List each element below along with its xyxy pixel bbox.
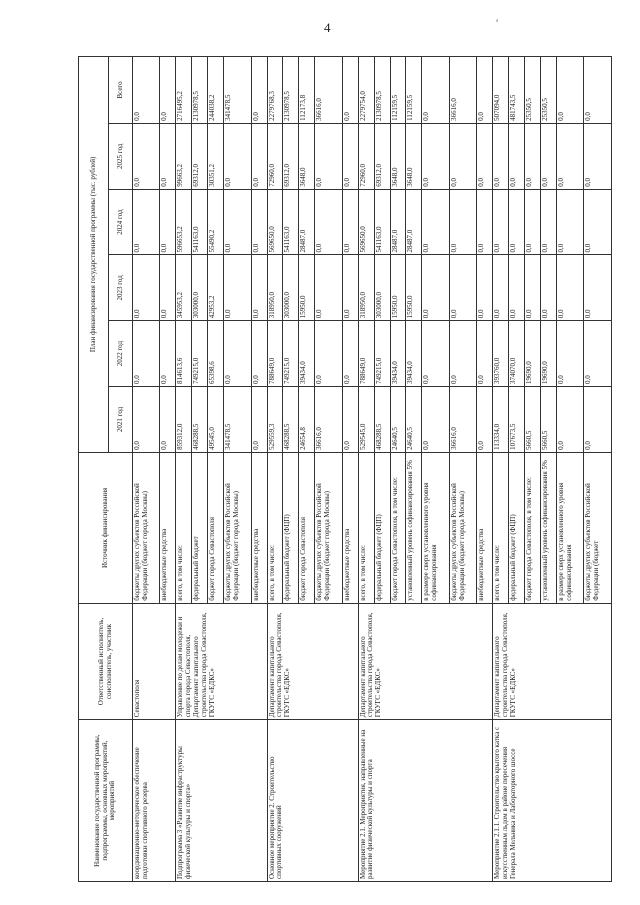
cell-value-total: 2130978,5 (192, 57, 208, 124)
cell-funding-source: федеральный бюджет (ФЦП) (509, 452, 525, 603)
cell-funding-source: внебюджетные средства (160, 452, 176, 603)
cell-value-2023: 0,0 (493, 255, 509, 321)
cell-value-2022: 0,0 (477, 321, 493, 387)
cell-value-2021: 0,0 (477, 387, 493, 453)
cell-value-total: 25350,5 (540, 57, 556, 124)
cell-value-2023: 42953,2 (208, 255, 224, 321)
cell-value-2024: 0,0 (477, 189, 493, 255)
cell-value-2024: 0,0 (342, 189, 358, 255)
cell-value-2024: 0,0 (556, 189, 583, 255)
cell-value-2025: 0,0 (315, 123, 342, 189)
cell-value-2024: 0,0 (315, 189, 342, 255)
cell-value-2024: 0,0 (449, 189, 476, 255)
cell-value-2022: 814613,6 (176, 321, 192, 387)
cell-value-2025: 0,0 (251, 123, 267, 189)
cell-value-2024: 0,0 (160, 189, 176, 255)
cell-value-2024: 569650,0 (358, 189, 374, 255)
cell-value-2025: 0,0 (493, 123, 509, 189)
cell-value-2023: 0,0 (525, 255, 541, 321)
cell-funding-source: бюджеты других субъектов Российской Федерации (бюджет города Москвы) (133, 452, 160, 603)
cell-value-2022: 0,0 (556, 321, 583, 387)
cell-value-2023: 318950,0 (358, 255, 374, 321)
cell-value-2023: 0,0 (251, 255, 267, 321)
page-number: 4 (324, 20, 331, 35)
cell-value-2023: 303000,0 (283, 255, 299, 321)
cell-funding-source: всего, в том числе: (493, 452, 509, 603)
cell-value-total: 481743,5 (509, 57, 525, 124)
header-year-2024: 2024 год (109, 189, 133, 255)
cell-funding-source: в размере сверх установленного уровня софинансирования (422, 452, 449, 603)
cell-value-total: 2130978,5 (374, 57, 390, 124)
cell-value-2025: 72960,0 (267, 123, 283, 189)
cell-value-2025: 99663,2 (176, 123, 192, 189)
cell-value-total: 36616,0 (449, 57, 476, 124)
cell-responsible: Севастополя (133, 603, 176, 719)
cell-value-2021: 468288,5 (192, 387, 208, 453)
cell-value-2023: 15950,0 (390, 255, 406, 321)
cell-value-2024: 0,0 (525, 189, 541, 255)
cell-value-2021: 859312,0 (176, 387, 192, 453)
cell-value-total: 2130978,5 (283, 57, 299, 124)
cell-value-2024: 569650,0 (267, 189, 283, 255)
cell-responsible: Департамент капитального строительства города Севастополя, ГКУГС «ЕДКС» (358, 603, 493, 719)
cell-value-2024: 28487,0 (299, 189, 315, 255)
header-responsible: Ответственный исполнитель, соисполнитель, участник (79, 603, 133, 719)
cell-value-2021: 113334,0 (493, 387, 509, 453)
table-row (176, 57, 192, 882)
cell-value-2022: 0,0 (160, 321, 176, 387)
cell-value-2023: 303000,0 (374, 255, 390, 321)
cell-value-total: 2716495,2 (176, 57, 192, 124)
cell-value-2021: 0,0 (556, 387, 583, 453)
cell-funding-source: бюджет города Севастополя, в том числе: (390, 452, 406, 603)
header-year-2023: 2023 год (109, 255, 133, 321)
cell-value-2025: 0,0 (584, 123, 612, 189)
cell-funding-source: установленный уровень софинансирования 5% (540, 452, 556, 603)
cell-value-2022: 0,0 (584, 321, 612, 387)
cell-program-name: Основное мероприятие 2. Строительство спортивных сооружений (267, 720, 358, 882)
cell-value-2023: 15950,0 (406, 255, 422, 321)
cell-value-2023: 0,0 (556, 255, 583, 321)
cell-value-2024: 541163,0 (374, 189, 390, 255)
cell-value-2024: 55490,2 (208, 189, 224, 255)
cell-value-2025: 72960,0 (358, 123, 374, 189)
cell-value-2021: 0,0 (342, 387, 358, 453)
cell-value-2023: 0,0 (509, 255, 525, 321)
header-year-2021: 2021 год (109, 387, 133, 453)
cell-value-2023: 303000,0 (192, 255, 208, 321)
cell-value-2021: 529545,0 (358, 387, 374, 453)
cell-funding-source: федеральный бюджет (ФЦП) (283, 452, 299, 603)
cell-value-total: 507094,0 (493, 57, 509, 124)
cell-value-2022: 39434,0 (406, 321, 422, 387)
cell-value-2022: 39434,0 (299, 321, 315, 387)
cell-value-2021: 341478,5 (224, 387, 251, 453)
cell-funding-source: бюджет города Севастополя (299, 452, 315, 603)
cell-funding-source: бюджеты других субъектов Российской Федерации (бюджет города Москвы) (449, 452, 476, 603)
cell-value-2022: 0,0 (342, 321, 358, 387)
cell-value-2025: 0,0 (224, 123, 251, 189)
cell-value-2022: 65398,6 (208, 321, 224, 387)
cell-value-total: 2279768,3 (267, 57, 283, 124)
cell-value-total: 0,0 (160, 57, 176, 124)
scan-speck: ' (496, 16, 499, 30)
cell-responsible: Департамент капитального строительства города Севастополя, ГКУГС «ЕДКС» (267, 603, 358, 719)
cell-value-2025: 30351,2 (208, 123, 224, 189)
cell-value-2023: 0,0 (342, 255, 358, 321)
cell-value-2022: 0,0 (224, 321, 251, 387)
cell-value-2021: 529559,3 (267, 387, 283, 453)
header-total: Всего (109, 57, 133, 124)
table-row (358, 57, 374, 882)
cell-value-total: 25350,5 (525, 57, 541, 124)
cell-value-2024: 541163,0 (283, 189, 299, 255)
cell-funding-source: установленный уровень софинансирования 5% (406, 452, 422, 603)
cell-value-2021: 468288,5 (374, 387, 390, 453)
cell-value-2025: 0,0 (133, 123, 160, 189)
cell-value-2025: 69312,0 (374, 123, 390, 189)
cell-value-2021: 24640,5 (390, 387, 406, 453)
cell-value-2021: 0,0 (584, 387, 612, 453)
cell-value-2023: 0,0 (315, 255, 342, 321)
cell-funding-source: внебюджетные средства (477, 452, 493, 603)
cell-value-2023: 0,0 (422, 255, 449, 321)
cell-value-2022: 788649,0 (358, 321, 374, 387)
header-plan-group: План финансирования государственной программы (тыс. рублей) (79, 57, 109, 453)
table-row (493, 57, 509, 882)
header-name: Наименование государственной программы, подпрограммы, основных мероприятий, мероприятий (79, 720, 133, 882)
cell-funding-source: бюджеты других субъектов Российской Федерации (бюджет города Москвы) (315, 452, 342, 603)
cell-funding-source: внебюджетные средства (251, 452, 267, 603)
cell-funding-source: бюджеты других субъектов Российской Федерации (бюджет города Москвы) (224, 452, 251, 603)
cell-value-2022: 788649,0 (267, 321, 283, 387)
cell-value-2025: 0,0 (525, 123, 541, 189)
cell-value-total: 0,0 (342, 57, 358, 124)
cell-value-2021: 107673,5 (509, 387, 525, 453)
cell-value-2025: 0,0 (160, 123, 176, 189)
cell-value-2025: 0,0 (477, 123, 493, 189)
header-source: Источник финансирования (79, 452, 133, 603)
cell-value-2022: 39434,0 (390, 321, 406, 387)
header-year-2025: 2025 год (109, 123, 133, 189)
cell-value-total: 0,0 (422, 57, 449, 124)
cell-value-total: 0,0 (251, 57, 267, 124)
cell-value-2025: 69312,0 (192, 123, 208, 189)
rotated-table-wrapper (78, 56, 612, 882)
cell-funding-source: всего, в том числе: (176, 452, 192, 603)
cell-value-total: 2279754,0 (358, 57, 374, 124)
cell-value-2024: 596653,2 (176, 189, 192, 255)
cell-value-2021: 0,0 (133, 387, 160, 453)
cell-program-name: координационно-методическое обеспечение подготовки спортивного резерва (133, 720, 176, 882)
cell-value-2024: 0,0 (224, 189, 251, 255)
cell-funding-source: внебюджетные средства (342, 452, 358, 603)
table-row (133, 57, 160, 882)
cell-value-2021: 24640,5 (406, 387, 422, 453)
cell-value-2023: 0,0 (584, 255, 612, 321)
cell-value-total: 0,0 (477, 57, 493, 124)
cell-funding-source: бюджеты других субъектов Российской Федерации (бюджет (584, 452, 612, 603)
cell-value-2021: 0,0 (160, 387, 176, 453)
cell-value-2025: 0,0 (422, 123, 449, 189)
cell-funding-source: в размере сверх установленного уровня софинансирования (556, 452, 583, 603)
cell-value-2021: 36616,0 (449, 387, 476, 453)
cell-value-2023: 0,0 (224, 255, 251, 321)
cell-funding-source: бюджет города Севастополя (208, 452, 224, 603)
cell-value-2023: 15950,0 (299, 255, 315, 321)
cell-value-2022: 19690,0 (525, 321, 541, 387)
table-row (267, 57, 283, 882)
cell-value-2022: 393760,0 (493, 321, 509, 387)
header-row-top (79, 57, 109, 882)
cell-value-2022: 749215,0 (374, 321, 390, 387)
cell-value-2025: 0,0 (556, 123, 583, 189)
cell-value-2023: 345953,2 (176, 255, 192, 321)
cell-value-2025: 0,0 (540, 123, 556, 189)
cell-value-2021: 5660,5 (525, 387, 541, 453)
cell-funding-source: всего, в том числе: (358, 452, 374, 603)
cell-value-2023: 0,0 (160, 255, 176, 321)
cell-value-2022: 749215,0 (283, 321, 299, 387)
cell-value-total: 36616,0 (315, 57, 342, 124)
cell-value-2022: 0,0 (315, 321, 342, 387)
cell-value-2024: 28487,0 (406, 189, 422, 255)
cell-value-2023: 0,0 (133, 255, 160, 321)
cell-value-total: 0,0 (556, 57, 583, 124)
cell-value-2021: 0,0 (251, 387, 267, 453)
cell-value-2023: 0,0 (449, 255, 476, 321)
cell-responsible: Управление по делам молодежи и спорта города Севастополя, Департамент капитального строительства города Севастополя, ГКУГС «ЕДКС» (176, 603, 267, 719)
cell-value-2021: 0,0 (422, 387, 449, 453)
cell-value-2025: 0,0 (509, 123, 525, 189)
cell-funding-source: федеральный бюджет (192, 452, 208, 603)
cell-value-2022: 0,0 (133, 321, 160, 387)
header-year-2022: 2022 год (109, 321, 133, 387)
cell-value-2021: 24654,8 (299, 387, 315, 453)
financing-table (78, 56, 612, 882)
cell-program-name: Мероприятие 2.1.1. Строительство крытого катка с искусственным льдом в районе пересечения Генерала Мельника и Лабораторного шоссе (493, 720, 612, 882)
cell-value-2024: 541163,0 (192, 189, 208, 255)
cell-value-2022: 0,0 (422, 321, 449, 387)
cell-funding-source: бюджет города Севастополя, в том числе: (525, 452, 541, 603)
cell-value-2024: 0,0 (584, 189, 612, 255)
cell-value-total: 0,0 (133, 57, 160, 124)
cell-value-total: 0,0 (584, 57, 612, 124)
cell-value-2021: 49545,0 (208, 387, 224, 453)
cell-value-2024: 0,0 (493, 189, 509, 255)
cell-value-2021: 36616,0 (315, 387, 342, 453)
cell-value-2024: 28487,0 (390, 189, 406, 255)
cell-value-2024: 0,0 (251, 189, 267, 255)
cell-value-2023: 318950,0 (267, 255, 283, 321)
cell-value-2025: 3648,0 (390, 123, 406, 189)
cell-value-total: 112159,5 (390, 57, 406, 124)
cell-value-total: 244038,2 (208, 57, 224, 124)
cell-value-2022: 374070,0 (509, 321, 525, 387)
cell-value-2021: 5660,5 (540, 387, 556, 453)
cell-value-2025: 3648,0 (299, 123, 315, 189)
cell-value-2025: 0,0 (449, 123, 476, 189)
cell-value-2025: 0,0 (342, 123, 358, 189)
cell-value-total: 341478,5 (224, 57, 251, 124)
cell-funding-source: всего, в том числе: (267, 452, 283, 603)
cell-value-2024: 0,0 (509, 189, 525, 255)
cell-program-name: Мероприятие 2.1. Мероприятия, направленные на развитие физической культуры и спорта (358, 720, 493, 882)
cell-value-2025: 3648,0 (406, 123, 422, 189)
cell-value-2024: 0,0 (133, 189, 160, 255)
cell-value-2023: 0,0 (540, 255, 556, 321)
cell-value-2022: 0,0 (251, 321, 267, 387)
cell-value-2024: 0,0 (540, 189, 556, 255)
cell-responsible: Департамент капитального строительства города Севастополя, ГКУГС «ЕДКС» (493, 603, 612, 719)
cell-value-2025: 69312,0 (283, 123, 299, 189)
cell-value-2021: 468288,5 (283, 387, 299, 453)
cell-value-total: 112159,5 (406, 57, 422, 124)
cell-value-2022: 749215,0 (192, 321, 208, 387)
cell-value-2022: 19690,0 (540, 321, 556, 387)
cell-value-2022: 0,0 (449, 321, 476, 387)
document-sheet (78, 56, 612, 882)
cell-value-total: 112173,8 (299, 57, 315, 124)
cell-funding-source: федеральный бюджет (ФЦП) (374, 452, 390, 603)
cell-program-name: Подпрограмма 3 «Развитие инфраструктуры физической культуры и спорта» (176, 720, 267, 882)
cell-value-2023: 0,0 (477, 255, 493, 321)
cell-value-2024: 0,0 (422, 189, 449, 255)
